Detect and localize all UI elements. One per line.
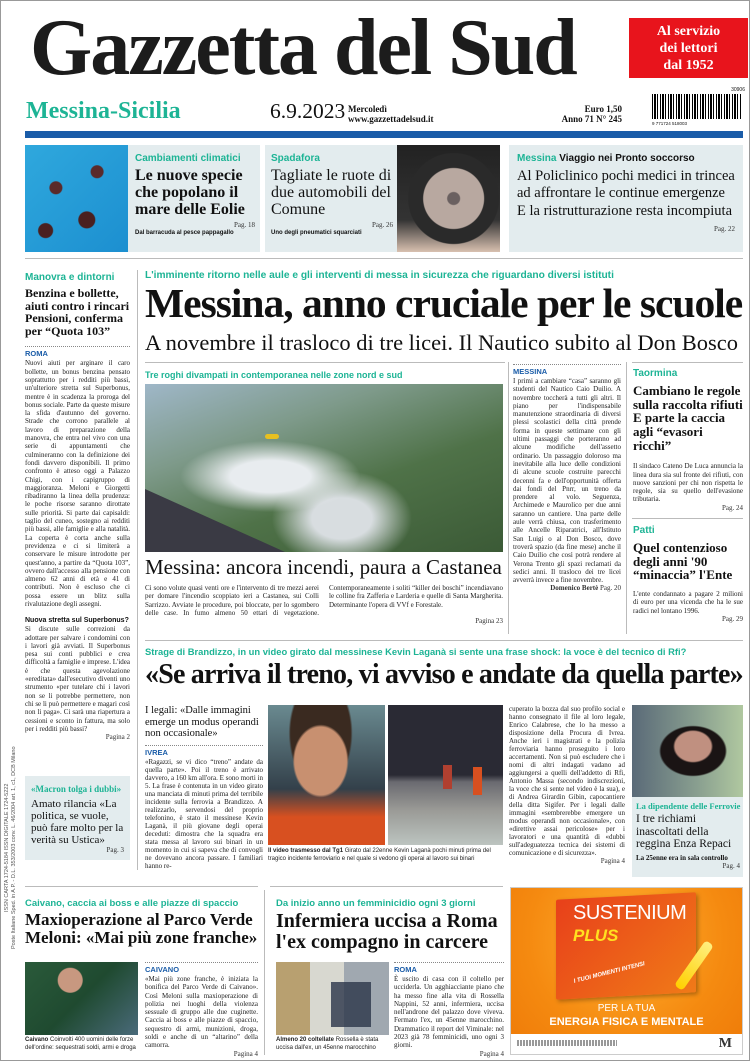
fire-headline[interactable]: Messina: ancora incendi, paura a Castanea <box>145 555 502 579</box>
worker-figure <box>473 767 482 795</box>
school-article <box>513 364 621 593</box>
superbonus-title: Nuova stretta sul Superbonus? <box>25 617 129 625</box>
weekday-web <box>348 104 434 124</box>
roma-photo <box>276 962 389 1035</box>
patti-story[interactable] <box>633 525 743 624</box>
manovra-kicker: Manovra e dintorni <box>25 272 115 283</box>
caivano-article <box>145 962 258 1059</box>
sustenium-ad[interactable] <box>510 887 743 1055</box>
patti-kicker: Patti <box>633 525 655 536</box>
fire-page: Pagina 23 <box>475 617 503 626</box>
plane-icon <box>265 434 279 439</box>
teaser-page: Pag. 18 <box>234 221 255 230</box>
divider <box>270 886 503 887</box>
teaser-eolie[interactable] <box>25 145 260 252</box>
roma-tag: ROMA <box>394 962 504 974</box>
side-note <box>4 640 18 1055</box>
column-divider <box>508 362 509 634</box>
repaci-sub: La 25enne era in sala controllo <box>636 853 728 862</box>
caption-bold: Caivano <box>25 1037 49 1043</box>
repaci-photo <box>632 705 743 797</box>
teaser-line: E la ristrutturazione resta incompiuta <box>517 202 733 219</box>
column-divider <box>264 890 265 1055</box>
patti-page: Pag. 29 <box>722 614 743 623</box>
caivano-kicker: Caivano, caccia ai boss e alle piazze di spaccio <box>25 898 239 909</box>
main-subtitle: A novembre il trasloco di tre licei. Il Nautico subito al Don Bosco <box>145 330 738 355</box>
ad-line2: ENERGIA FISICA E MENTALE <box>549 1016 704 1028</box>
school-byline <box>513 584 621 593</box>
manovra-headline[interactable]: Benzina e bollette, aiuti contro i rincari Pensioni, conferma per “Quota 103” <box>25 286 130 338</box>
column-divider <box>626 362 627 634</box>
school-body: I primi a cambiare “casa” saranno gli studenti del Nautico Caio Duilio. A novembre toccherà a tutti gli altri. Il piano per l'indispensabile manutenzione straordinaria di diversi plessi scolastici della città prende forma in queste settimane con gli ultimi passaggi che porteranno ad alcune modifiche dell'assetto ordinario. Un passaggio doloroso ma inevitabile alla luce delle condizioni di alcune scuole costruite parecchi decenni fa e dell'opportunità offerta dai fondi del Pnrr, un treno da prendere al volo. Seguenza, Archimede e Maurolico per due anni saranno un cantiere. Una parte delle aule verrà chiusa, con trasferimento alle Ancelle Riparatrici, all'Istituto San Luigi o al Don Bosco, dove troverà spazio (da fine mese) anche il Caio Duilio che così potrà rendere al Verona Trento gli spazi reclamati da sedici anni. Il trasloco dei tre licei avverrà invece a fine novembre. <box>513 377 621 585</box>
teaser-spadafora[interactable] <box>265 145 500 252</box>
column-divider <box>137 270 138 870</box>
rail-photo <box>388 705 503 845</box>
ustica-headline: Amato rilancia «La politica, se vuole, può fare molto per la verità su Ustica» <box>31 797 124 846</box>
taormina-headline: Cambiano le regole sulla raccolta rifiuti E parte la caccia agli “evasori ricchi” <box>633 383 743 453</box>
ad-line1: PER LA TUA <box>597 1003 656 1014</box>
train-tag: IVREA <box>145 745 263 757</box>
divider <box>25 258 743 259</box>
teaser-kicker: Messina <box>517 153 557 164</box>
roma-caption <box>276 1037 391 1052</box>
roma-story[interactable] <box>276 898 504 953</box>
badge-line: dei lettori <box>659 41 718 56</box>
teaser-policlinico[interactable] <box>509 145 743 252</box>
taormina-page: Pag. 24 <box>722 503 743 512</box>
teaser-headline: Le nuove specie che popolano il mare delle Eolie <box>135 167 245 218</box>
repaci-page: Pag. 4 <box>722 862 740 871</box>
superbonus-page: Pagina 2 <box>105 733 130 742</box>
teaser-headline: Tagliate le ruote di due automobili del Comune <box>271 167 392 218</box>
heritage-badge <box>629 18 748 78</box>
divider <box>632 362 743 363</box>
roma-kicker: Da inizio anno un femminicidio ogni 3 giorni <box>276 898 476 909</box>
teaser-page: Pag. 26 <box>372 221 393 229</box>
teaser-page: Pag. 22 <box>714 225 735 234</box>
worker-figure <box>443 765 452 789</box>
ustica-kicker: «Macron tolga i dubbi» <box>31 784 122 794</box>
caivano-caption <box>25 1037 140 1052</box>
roma-article <box>394 962 504 1059</box>
caivano-story[interactable] <box>25 898 260 947</box>
barcode <box>650 88 745 126</box>
patti-body: L'ente condannato a pagare 2 milioni di euro per una vicenda che ha le sue radici nel lontano 1996. <box>633 589 743 615</box>
caption-text: Rossella è stata uccisa dall'ex, un 45enne marocchino <box>276 1037 379 1051</box>
caivano-headline: Maxioperazione al Parco Verde Meloni: «Mai più zone franche» <box>25 910 258 948</box>
police-figures <box>331 982 371 1027</box>
issue-date: 6.9.2023 <box>270 99 346 123</box>
fish-photo <box>25 145 128 252</box>
issn-text: ISSN CARTA 1724-5184 ISSN DIGITALE 1724-5222 <box>4 783 10 912</box>
ad-footer <box>511 1034 742 1054</box>
edition-label: Messina-Sicilia <box>26 98 181 124</box>
teaser-caption: Uno degli pneumatici squarciati <box>271 230 362 236</box>
teaser-line: Al Policlinico pochi medici in trincea <box>517 168 735 184</box>
caivano-page: Pagina 4 <box>233 1049 258 1058</box>
fire-article <box>145 584 503 626</box>
train-article-cont <box>509 705 625 866</box>
teaser-kicker-row <box>517 153 735 165</box>
train-headline[interactable]: «Se arriva il treno, vi avviso e andate da quella parte» <box>145 659 743 690</box>
postal-text: Poste Italiane Sped. in A.P. - D.L. 353/2003 conv. L. 46/2004 art. 1, c1, DCB Milano <box>11 746 17 949</box>
ad-ribbon: I TUOI MOMENTI INTENSI <box>573 961 646 985</box>
divider <box>145 362 505 363</box>
teaser-kicker2: Viaggio nei Pronto soccorso <box>559 153 695 164</box>
teaser-line: ad affrontare le continue emergenze <box>517 185 725 202</box>
train-body: «Ragazzi, se vi dico “treno” andate da quella parte». Poi il treno è arrivato davvero, a 160 km all'ora. E sono morti in 5. La frase è contenuta in un video girato una manciata di minuti prima del terribile incidente sulla ferrovia a Brandizzo. A realizzarlo, servendosi del proprio telefonino, è stato il messinese Kevin Laganà, il più giovane degli operai deceduti: dimostra che la squadra era stata messa al lavoro sui binari in un momento in cui si sapeva che di convogli ne dovevano ancora passare. I familiari hanno re- <box>145 757 263 870</box>
ustica-box[interactable] <box>25 776 130 860</box>
caption-bold: Almeno 20 coltellate <box>276 1037 335 1043</box>
fire-body: Ci sono volute quasi venti ore e l'intervento di tre mezzi aerei per domare l'incendio scoppiato ieri a Castanea, sui Colli Sarrizzo. Avviate le procedure, poi bloccate, per lo sgombero delle case. In fumo almeno 50 ettari di vegetazione. Contemporaneamente i soliti “killer dei boschi” incendiavano le colline fra Zafferia e Larderia e quelle di Santa Margherita. Determinante l'opera di VVf e Forestale. <box>145 584 503 617</box>
main-headline[interactable]: Messina, anno cruciale per le scuole <box>145 280 743 326</box>
taormina-kicker: Taormina <box>633 368 678 379</box>
teaser-kicker: Cambiamenti climatici <box>135 153 241 164</box>
hillside-shadow <box>145 482 285 552</box>
fine-print <box>517 1040 617 1046</box>
teaser-kicker: Spadafora <box>271 153 320 164</box>
caption-text: Coinvolti 400 uomini delle forze dell'ordine: sequestrati soldi, armi e droga <box>25 1037 136 1051</box>
repaci-headline: I tre richiami inascoltati della reggina Enza Repaci <box>636 813 732 851</box>
blue-rule <box>25 131 743 138</box>
divider <box>145 640 743 641</box>
roma-page: Pagina 4 <box>479 1049 504 1058</box>
divider <box>632 518 743 519</box>
kevin-photo <box>268 705 385 845</box>
manovra-tag: ROMA <box>25 346 130 358</box>
menarini-logo: M <box>718 1036 732 1051</box>
train-deck: I legali: «Dalle immagini emerge un modus operandi non occasionale» <box>145 705 259 739</box>
main-kicker: L'imminente ritorno nelle aule e gli interventi di messa in sicurezza che riguardano diversi istituti <box>145 270 614 281</box>
divider <box>25 886 258 887</box>
school-page: Pag. 20 <box>600 584 621 593</box>
roma-headline: Infermiera uccisa a Roma l'ex compagno in carcere <box>276 910 498 954</box>
caption-text: Girato dal 22enne Kevin Laganà pochi minuti prima del tragico incidente ferroviario e nel quale si vedono gli operai al lavoro sui binari <box>268 848 491 862</box>
teaser-caption: Dal barracuda al pesce pappagallo <box>135 230 234 237</box>
weekday: Mercoledì <box>348 104 387 114</box>
manovra-body: Nuovi aiuti per arginare il caro bollette, un bonus benzina pensato soprattutto per i redditi più bassi, un'ulteriore stretta sul Superbonus, mentre è in scadenza la proroga del bonus sociale. Parte da queste misure la sfida d'autunno del governo. Strade che corrono parallele al lavoro di preparazione della manovra, che entra nel vivo con una serie di appuntamenti che culmineranno con la definizione dei fondi davvero disponibili. Il primo confronto è atteso oggi a Palazzo Chigi, con i capigruppo di maggioranza. Meloni e Giorgetti ribadiranno la linea della prudenza: le poche risorse saranno dirottate sulle priorità. Si parte dai capisaldi: taglio del cuneo, sostegno ai redditi più bassi, alle famiglie e alla natalità. La coperta è corta anche sulla previdenza e ci si limiterà a conservare le misure introdotte per quest'anno, a partire da “Quota 103”, ovvero dall'accesso alla pensione con almeno 62 anni di età e 41 di contributi. Non è escluso che ci possa essere un blitz sulla rivalutazione degli assegni. <box>25 359 130 608</box>
taormina-story[interactable] <box>633 368 743 513</box>
caivano-tag: CAIVANO <box>145 962 258 974</box>
website-link[interactable]: www.gazzettadelsud.it <box>348 114 434 124</box>
ad-brand2: PLUS <box>573 926 619 945</box>
school-tag: MESSINA <box>513 364 621 376</box>
train-article <box>145 705 263 870</box>
tyre-photo <box>397 145 500 252</box>
badge-line: Al servizio <box>656 24 721 39</box>
fire-photo <box>145 384 503 552</box>
masthead-title: Gazzetta del Sud <box>30 4 576 92</box>
price: Euro 1,50 <box>584 104 622 114</box>
superbonus-body: Si discute sulle correzioni da adottare per salvare i condomini con i lavori già avviati. Il Superbonus pesa sui conti pubblici e crea difficoltà a famiglie e imprese. L'idea è che questa agevolazione «ereditata» dall'esecutivo diventi uno strumento «per tutelare chi i lavori non se li potrebbe permettere, non chi se li può permettere e magari così non li paga». Ci sarà una riapertura a cessioni e sconto in fattura, ma solo per i redditi più bassi? <box>25 625 130 733</box>
repaci-box[interactable] <box>632 705 743 877</box>
barcode-digits: 9 771724 518003 <box>652 121 688 126</box>
train-caption <box>268 848 504 863</box>
ad-brand: SUSTENIUM <box>573 902 687 924</box>
roma-body: È uscito di casa con il coltello per ucciderla. Un agghiacciante piano che ha messo fine alla vita di Rossella Nappini, 52 anni, infermiera, uccisa nell'androne del palazzo dove viveva. Fermato l'ex, un 45enne marocchino. Drammatico il report del Viminale: nel 2023 già 78 femminicidi, uno ogni 3 giorni. <box>394 975 504 1050</box>
issue-number: Anno 71 N° 245 <box>561 114 622 124</box>
patti-headline: Quel contenzioso degli anni '90 “minaccia” l'Ente <box>633 540 733 583</box>
caivano-photo <box>25 962 138 1035</box>
ustica-page: Pag. 3 <box>106 845 124 854</box>
barcode-bars <box>652 94 742 119</box>
caption-bold: Il video trasmesso dal Tg1 <box>268 848 344 854</box>
price-info <box>560 104 622 124</box>
fire-kicker: Tre roghi divampati in contemporanea nelle zone nord e sud <box>145 370 403 380</box>
train-kicker: Strage di Brandizzo, in un video girato dal messinese Kevin Laganà si sente una frase shock: la voce è del tecnico di Rfi? <box>145 646 687 657</box>
author: Domenico Bertè <box>550 584 599 593</box>
left-column <box>25 272 130 742</box>
caivano-body: «Mai più zone franche, è iniziata la bonifica del Parco Verde di Caivano». Così Meloni sulla maxioperazione di polizia nei luoghi della violenza sessuale di gruppo alle due cuginette. Caccia ai boss e alle piazze di spaccio, sequestro di armi, munizioni, droga, soldi e anche di un “altarino” della camorra. <box>145 975 258 1050</box>
train-page: Pagina 4 <box>600 857 625 865</box>
train-body-cont: cuperato la bozza dal suo profilo social e hanno consegnato il file al loro legale, Enrico Calabrese, che lo ha messo a disposizione della Procura di Ivrea. Anche ieri i magistrati e la polizia ferroviaria hanno proseguito i loro accertamenti. Non si può escludere che i nomi di altri indagati vadano ad aggiungersi a quelli dell'addetto di Rfi, Antonio Massa (secondo indiscrezioni, la voce che si sente nel video è la sua), e di Andrea Girardin Gibin, capocantiere della ditta Sigifer. Per i legali dalle immagini «sembrerebbe emergere un modus operandi non occasionale», con «direttive assai pericolose» per i lavoratori e una quantità di «dubbi sull'adeguatezza tecnica dei sistemi di comunicazione e di sicurezza». <box>509 705 625 857</box>
barcode-top: 30906 <box>731 87 745 93</box>
taormina-body: Il sindaco Cateno De Luca annuncia la linea dura sia sul fronte dei rifiuti, con nuove sanzioni per chi non rispetta le regole, sia su quello dell'evasione tributaria. <box>633 462 743 504</box>
repaci-kicker: La dipendente delle Ferrovie <box>636 801 741 811</box>
badge-line: dal 1952 <box>663 58 714 73</box>
